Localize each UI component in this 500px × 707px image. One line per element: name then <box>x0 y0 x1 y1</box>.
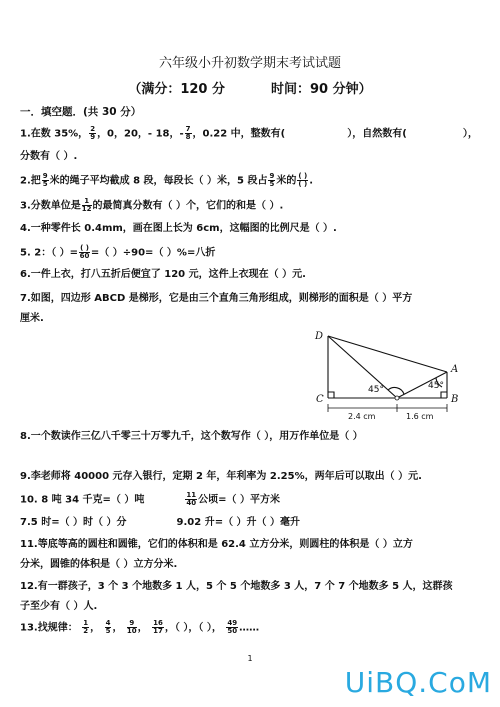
question-11-cont: 分米，圆锥的体积是（ ）立方分米. <box>20 559 178 570</box>
page-number: 1 <box>247 654 253 663</box>
question-6: 6.一件上衣，打八五折后便宜了 120 元，这件上衣现在（ ）元. <box>20 269 306 280</box>
question-unit-conversion: 7.5 时=（ ）时（ ）分 9.02 升=（ ）升（ ）毫升 <box>20 517 301 528</box>
fraction: $\frac{1}{2}$ <box>83 619 89 635</box>
question-4: 4.一种零件长 0.4mm，画在图上长为 6cm，这幅图的比例尺是（ ）. <box>20 223 337 234</box>
fraction: $\frac{49}{50}$ <box>227 619 238 635</box>
angle-label-2: 45° <box>428 381 444 391</box>
fraction-blank: $\frac{( )}{( )}$ <box>298 172 308 188</box>
fraction: $\frac{7}{8}$ <box>185 125 191 141</box>
watermark-logo: UiBQ.CoM <box>344 666 492 699</box>
label-d: D <box>315 331 324 342</box>
fraction-blank: $\frac{( )}{60}$ <box>79 244 90 260</box>
label-c: C <box>316 394 324 405</box>
question-12-cont: 子至少有（ ）人. <box>20 601 98 612</box>
fraction: $\frac{2}{9}$ <box>90 125 96 141</box>
question-13: 13.找规律： $\frac{1}{2}$ ， $\frac{4}{5}$ ， $\frac{9}{10}$ ， $\frac{16}{17}$ ，（ ），（ ）， $\frac{49}{50}$ …… <box>20 619 260 635</box>
page-subtitle <box>0 78 500 97</box>
length-label-1: 2.4 cm <box>348 412 376 420</box>
page-title: 六年级小升初数学期末考试试题 <box>158 56 341 71</box>
trapezoid-diagram <box>310 328 470 420</box>
length-label-2: 1.6 cm <box>406 412 434 420</box>
question-7-cont: 厘米. <box>20 313 44 324</box>
section-heading: 一．填空题．(共 30 分） <box>20 106 142 118</box>
fraction: $\frac{9}{10}$ <box>126 619 137 635</box>
question-9: 9.李老师将 40000 元存入银行，定期 2 年，年利率为 2.25%，两年后可以取出（ ）元. <box>20 471 422 482</box>
time-info: 时间：90 分钟） <box>271 82 372 97</box>
fraction: $\frac{11}{40}$ <box>186 491 197 507</box>
question-2: 2.把 $\frac{9}{5}$ 米的绳子平均截成 8 段，每段长（ ）米，5 段占 $\frac{9}{5}$ 米的 $\frac{( )}{( )}$ . <box>20 172 314 188</box>
score-info: （满分：120 分 <box>128 82 226 97</box>
question-1: 1.在数 35%， $\frac{2}{9}$ ，0，20，- 18，- $\frac{7}{8}$ ，0.22 中，整数有( ），自然数有( ）， <box>20 125 478 141</box>
angle-label-1: 45° <box>368 385 384 395</box>
fraction: $\frac{4}{5}$ <box>105 619 111 635</box>
fraction: $\frac{9}{5}$ <box>269 172 275 188</box>
question-5: 5. 2：（ ）= $\frac{( )}{60}$ =（ ）÷90=（ ）%=八折 <box>20 244 216 260</box>
question-3: 3.分数单位是 $\frac{1}{12}$ 的最简真分数有（ ）个，它们的和是（ ）. <box>20 197 284 213</box>
label-a: A <box>451 364 459 375</box>
question-12: 12.有一群孩子，3 个 3 个地数多 1 人，5 个 5 个地数多 3 人，7 个 7 个地数多 5 人，这群孩 <box>20 581 453 592</box>
label-b: B <box>451 394 459 405</box>
question-7: 7.如图，四边形 ABCD 是梯形，它是由三个直角三角形组成，则梯形的面积是（ ）平方 <box>20 293 413 304</box>
question-11: 11.等底等高的圆柱和圆锥，它们的体积和是 62.4 立方分米，则圆柱的体积是（ ）立方 <box>20 539 413 550</box>
question-8: 8.一个数读作三亿八千零三十万零九千，这个数写作（ ），用万作单位是（ ） <box>20 431 363 442</box>
fraction: $\frac{16}{17}$ <box>153 619 163 635</box>
question-1-cont: 分数有（ ）. <box>20 151 78 162</box>
question-10: 10. 8 吨 34 千克=（ ）吨 $\frac{11}{40}$ 公顷=（ ）平方米 <box>20 491 280 507</box>
fraction: $\frac{9}{5}$ <box>42 172 48 188</box>
fraction: $\frac{1}{12}$ <box>81 197 92 213</box>
